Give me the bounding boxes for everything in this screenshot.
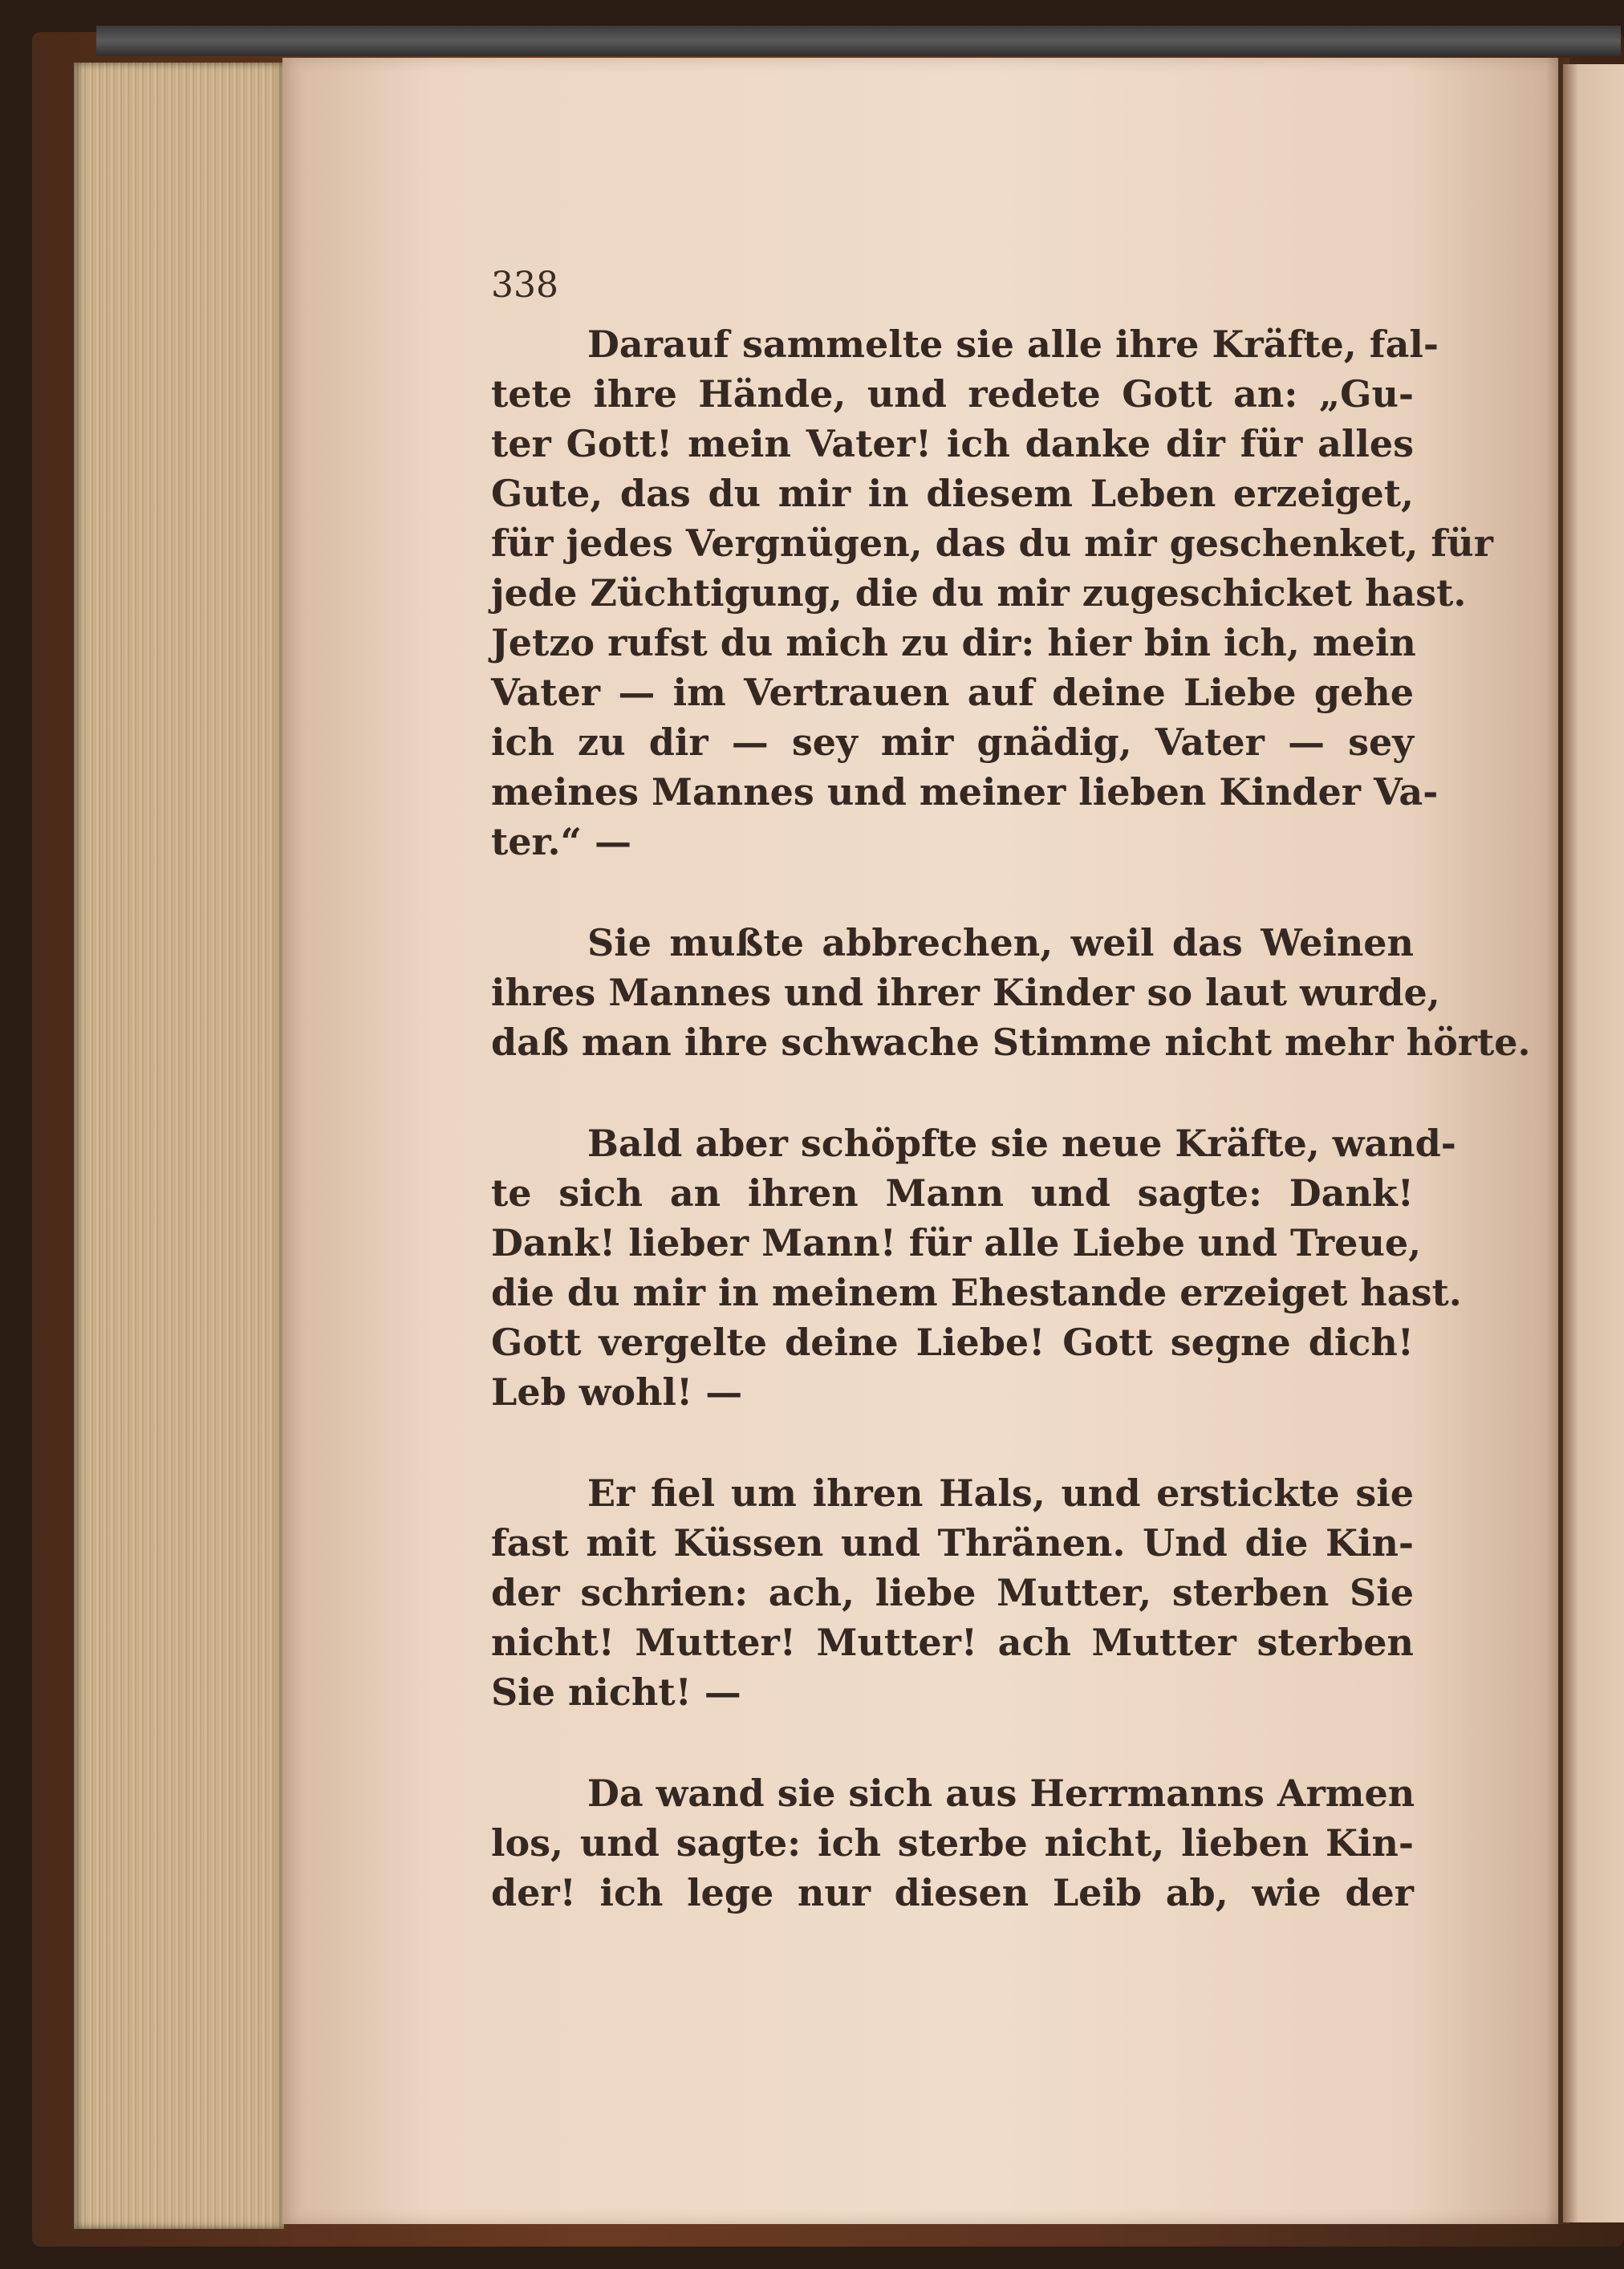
text-line: fast mit Küssen und Thränen. Und die Kin- [491, 1521, 1414, 1565]
text-line: der! ich lege nur diesen Leib ab, wie der [491, 1871, 1414, 1914]
text-line: die du mir in meinem Ehestande erzeiget hast. [491, 1271, 1462, 1314]
text-line: Bald aber schöpfte sie neue Kräfte, wand- [587, 1122, 1456, 1165]
text-line: daß man ihre schwache Stimme nicht mehr hörte. [491, 1021, 1531, 1064]
text-line: ter.“ — [491, 820, 632, 863]
page-text [491, 319, 1531, 1969]
text-line: Dank! lieber Mann! für alle Liebe und Treue, [491, 1221, 1422, 1264]
text-line: Sie mußte abbrechen, weil das Weinen [587, 921, 1414, 964]
text-line: los, und sagte: ich sterbe nicht, lieben Kin- [491, 1821, 1414, 1865]
page-edges [74, 63, 284, 2229]
text-line: ter Gott! mein Vater! ich danke dir für alles [491, 422, 1414, 465]
text-line: Darauf sammelte sie alle ihre Kräfte, fal- [587, 323, 1439, 366]
text-line: Er fiel um ihren Hals, und erstickte sie [587, 1471, 1414, 1515]
text-line: für jedes Vergnügen, das du mir geschenket, für [491, 522, 1493, 565]
text-line: Sie nicht! — [491, 1670, 741, 1714]
paragraph-1 [491, 319, 1493, 867]
facing-page-edge [1563, 64, 1624, 2222]
text-line: ich zu dir — sey mir gnädig, Vater — sey [491, 720, 1414, 764]
text-line: te sich an ihren Mann und sagte: Dank! [491, 1171, 1414, 1215]
text-line: Gott vergelte deine Liebe! Gott segne dich! [491, 1321, 1414, 1364]
text-line: der schrien: ach, liebe Mutter, sterben Sie [491, 1571, 1414, 1614]
text-line: Da wand sie sich aus Herrmanns Armen [587, 1772, 1415, 1815]
paragraph-4 [491, 1468, 1414, 1717]
text-line: ihres Mannes und ihrer Kinder so laut wurde, [491, 971, 1440, 1014]
text-line: tete ihre Hände, und redete Gott an: „Gu- [491, 372, 1414, 416]
page-number: 338 [491, 265, 558, 306]
text-line: jede Züchtigung, die du mir zugeschicket hast. [491, 571, 1467, 615]
text-line: Vater — im Vertrauen auf deine Liebe gehe [491, 671, 1414, 714]
paragraph-2 [491, 918, 1531, 1067]
text-line: meines Mannes und meiner lieben Kinder Va- [491, 770, 1439, 814]
text-line: nicht! Mutter! Mutter! ach Mutter sterben [491, 1621, 1414, 1664]
paragraph-5 [491, 1768, 1414, 1918]
cover-top-band [96, 26, 1621, 56]
text-line: Leb wohl! — [491, 1370, 743, 1414]
paragraph-3 [491, 1118, 1462, 1417]
text-line: Gute, das du mir in diesem Leben erzeiget, [491, 472, 1414, 515]
text-line: Jetzo rufst du mich zu dir: hier bin ich, mein [491, 621, 1416, 664]
